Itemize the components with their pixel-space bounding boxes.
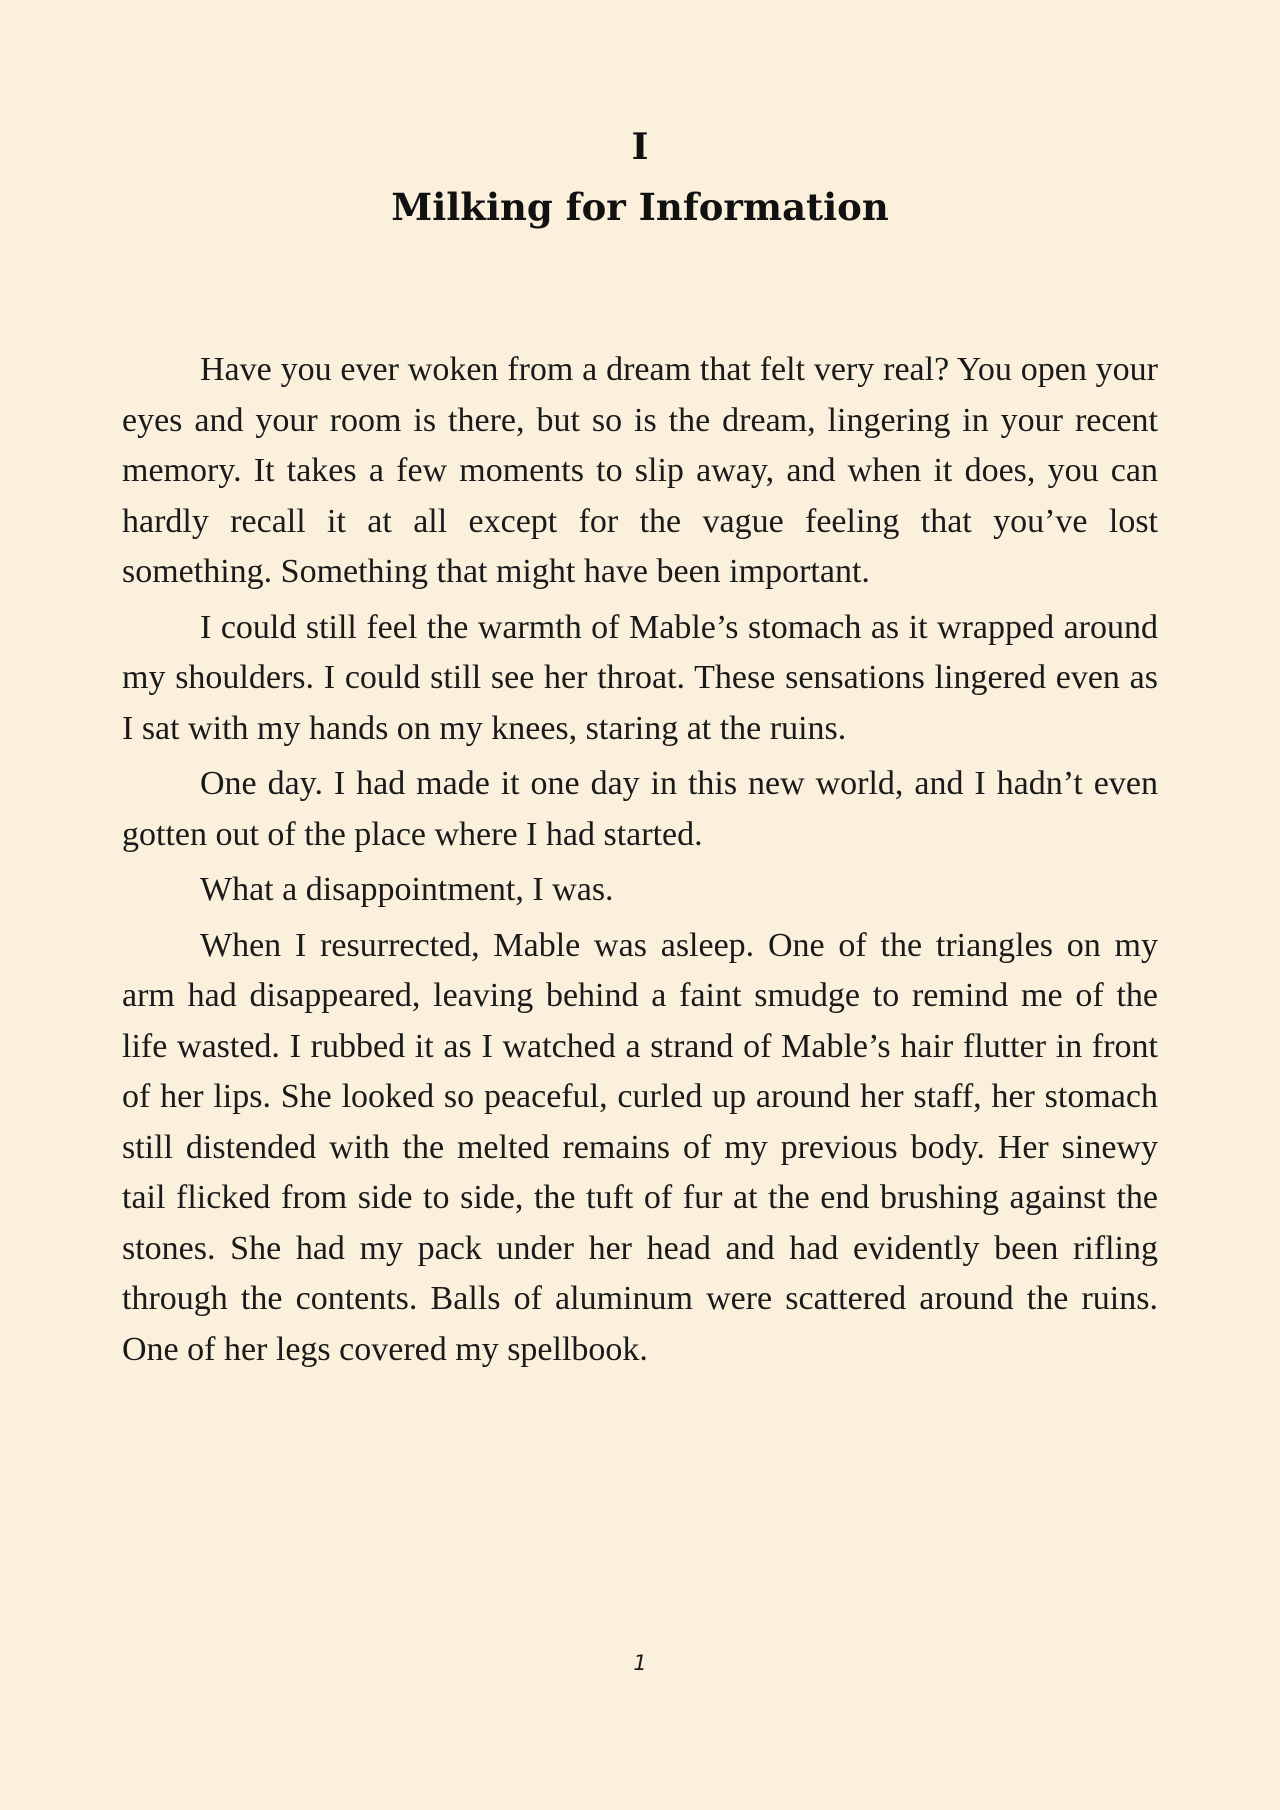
chapter-title: Milking for Information: [391, 185, 889, 229]
chapter-body: [122, 345, 1158, 1380]
paragraph: What a disappointment, I was.: [200, 871, 614, 908]
paragraph: Have you ever woken from a dream that felt very real? You open your eyes and your room is there, but so is the dream, lingering in your recent memory. It takes a few moments to slip away, and when it does, you can hardly recall it at all except for the vague feeling that you’ve lost something. Something that might have been important.: [122, 351, 1158, 590]
paragraph: One day. I had made it one day in this new world, and I hadn’t even gotten out of the place where I had started.: [122, 765, 1158, 853]
paragraph: When I resurrected, Mable was asleep. One of the triangles on my arm had disappeared, leaving behind a faint smudge to remind me of the life wasted. I rubbed it as I watched a strand of Mable’s hair flutter in front of her lips. She looked so peaceful, curled up around her staff, her stomach still distended with the melted remains of my previous body. Her sinewy tail flicked from side to side, the tuft of fur at the end brushing against the stones. She had my pack under her head and had evidently been rifling through the contents. Balls of aluminum were scattered around the ruins. One of her legs covered my spellbook.: [122, 926, 1158, 1368]
page-number: 1: [633, 1651, 647, 1675]
chapter-number: I: [631, 126, 649, 168]
paragraph: I could still feel the warmth of Mable’s stomach as it wrapped around my shoulders. I could still see her throat. These sensations lingered even as I sat with my hands on my knees, staring at the ruins.: [122, 608, 1158, 747]
